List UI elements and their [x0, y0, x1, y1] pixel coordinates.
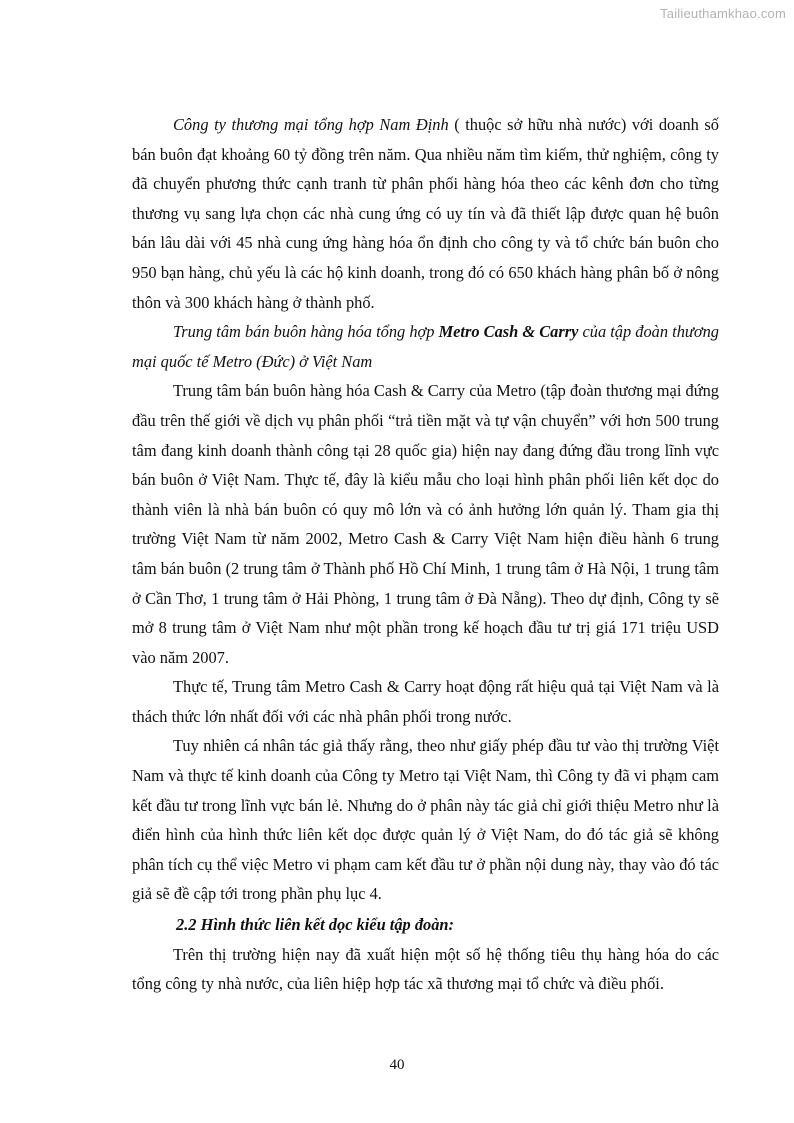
subheading-metro: [132, 317, 719, 376]
paragraph-nam-dinh: [132, 110, 719, 317]
page-number: 40: [389, 1057, 405, 1073]
paragraph-text: ( thuộc sở hữu nhà nước) với doanh số bán buôn đạt khoảng 60 tỷ đồng trên năm. Qua nhiều năm tìm kiếm, thử nghiệm, công ty đã chuyển phương thức cạnh tranh từ phân phối hàng hóa theo các kênh đơn cho từng thương vụ sang lựa chọn các nhà cung ứng có uy tín và đã thiết lập được quan hệ buôn bán lâu dài với 45 nhà cung ứng hàng hóa ổn định cho công ty và tổ chức bán buôn cho 950 bạn hàng, chủ yếu là các hộ kinh doanh, trong đó có 650 khách hàng phân bố ở nông thôn và 300 khách hàng ở thành phố.: [132, 115, 720, 312]
paragraph-metro-effective: Thực tế, Trung tâm Metro Cash & Carry hoạt động rất hiệu quả tại Việt Nam và là thách thức lớn nhất đối với các nhà phân phối trong nước.: [132, 677, 719, 726]
section-heading: 2.2 Hình thức liên kết dọc kiểu tập đoàn:: [176, 915, 455, 935]
paragraph-metro-overview: Trung tâm bán buôn hàng hóa Cash & Carry của Metro (tập đoàn thương mại đứng đầu trên thế giới về dịch vụ phân phối “trả tiền mặt và tự vận chuyển” với hơn 500 trung tâm đang kinh doanh thành công tại 28 quốc gia) hiện nay đang đứng đầu trong lĩnh vực bán buôn ở Việt Nam. Thực tế, đây là kiểu mẫu cho loại hình phân phối liên kết dọc do thành viên là nhà bán buôn có quy mô lớn và có ảnh hưởng lớn quản lý. Tham gia thị trường Việt Nam từ năm 2002, Metro Cash & Carry Việt Nam hiện điều hành 6 trung tâm bán buôn (2 trung tâm ở Thành phố Hồ Chí Minh, 1 trung tâm ở Hà Nội, 1 trung tâm ở Cần Thơ, 1 trung tâm ở Hải Phòng, 1 trung tâm ở Đà Nẵng). Theo dự định, Công ty sẽ mở 8 trung tâm ở Việt Nam như một phần trong kế hoạch đầu tư trị giá 171 triệu USD vào năm 2007.: [132, 381, 719, 667]
paragraph-market-systems: Trên thị trường hiện nay đã xuất hiện một số hệ thống tiêu thụ hàng hóa do các tổng công ty nhà nước, của liên hiệp hợp tác xã thương mại tổ chức và điều phối.: [132, 944, 719, 994]
subheading-prefix: Trung tâm bán buôn hàng hóa tổng hợp: [173, 322, 439, 342]
metro-brand: Metro Cash & Carry: [438, 322, 579, 342]
subheading-suffix: của tập đoàn thương mại quốc tế Metro (Đức) ở Việt Nam: [132, 322, 720, 371]
document-body: [132, 110, 719, 999]
paragraph-author-note: Tuy nhiên cá nhân tác giả thấy rằng, theo như giấy phép đầu tư vào thị trường Việt Nam và thực tế kinh doanh của Công ty Metro tại Việt Nam, thì Công ty đã vi phạm cam kết đầu tư trong lĩnh vực bán lẻ. Nhưng do ở phân này tác giả chỉ giới thiệu Metro như là điển hình của hình thức liên kết dọc được quản lý ở Việt Nam, do đó tác giả sẽ không phân tích cụ thể việc Metro vi phạm cam kết đầu tư ở phần nội dung này, thay vào đó tác giả sẽ đề cập tới trong phần phụ lục 4.: [132, 736, 719, 904]
company-name: Công ty thương mại tổng hợp Nam Định: [173, 115, 449, 134]
watermark: Tailieuthamkhao.com: [660, 6, 786, 21]
